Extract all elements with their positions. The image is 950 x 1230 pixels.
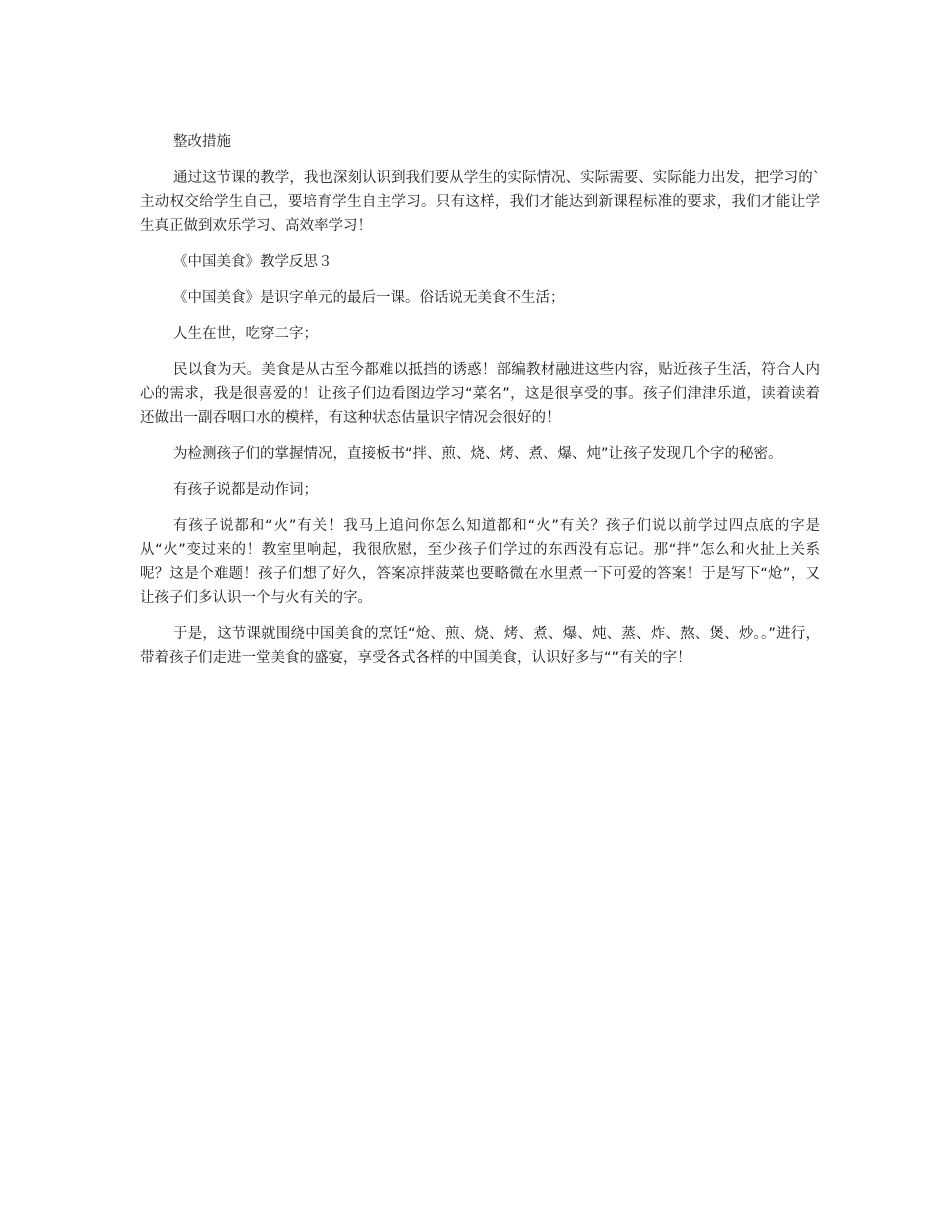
document-body <box>140 130 820 682</box>
paragraph-action-words: 有孩子说都是动作词； <box>173 482 318 498</box>
section-heading-reflection-3: 《中国美食》教学反思３ <box>173 254 333 270</box>
paragraph-saying: 人生在世，吃穿二字； <box>173 326 318 342</box>
paragraph-board-writing: 为检测孩子们的掌握情况，直接板书“拌、煎、烧、烤、煮、爆、炖”让孩子发现几个字的秘密。 <box>173 446 783 462</box>
paragraph-conclusion: 于是，这节课就围绕中国美食的烹饪“炝、煎、烧、烤、煮、爆、炖、蒸、炸、熬、煲、炒。。”进行，带着孩子们走进一堂美食的盛宴，享受各式各样的中国美食，认识好多与“”有关的字！ <box>140 626 820 666</box>
paragraph-intro: 《中国美食》是识字单元的最后一课。俗话说无美食不生活； <box>173 290 565 306</box>
paragraph-reflection-summary: 通过这节课的教学，我也深刻认识到我们要从学生的实际情况、实际需要、实际能力出发，把学习的`主动权交给学生自己，要培育学生自主学习。只有这样，我们才能达到新课程标准的要求，我们才能让学生真正做到欢乐学习、高效率学习！ <box>140 170 820 234</box>
paragraph-food-appeal: 民以食为天。美食是从古至今都难以抵挡的诱惑！部编教材融进这些内容，贴近孩子生活，符合人内心的需求，我是很喜爱的！让孩子们边看图边学习“菜名”，这是很享受的事。孩子们津津乐道，读着读着还做出一副吞咽口水的模样，有这种状态估量识字情况会很好的！ <box>140 362 820 426</box>
paragraph-fire-radical: 有孩子说都和“火”有关！我马上追问你怎么知道都和“火”有关？孩子们说以前学过四点底的字是从“火”变过来的！教室里响起，我很欣慰，至少孩子们学过的东西没有忘记。那“拌”怎么和火扯上关系呢？这是个难题！孩子们想了好久，答案凉拌菠菜也要略微在水里煮一下可爱的答案！于是写下“炝”，又让孩子们多认识一个与火有关的字。 <box>140 518 820 606</box>
section-heading-rectification: 整改措施 <box>173 134 231 150</box>
